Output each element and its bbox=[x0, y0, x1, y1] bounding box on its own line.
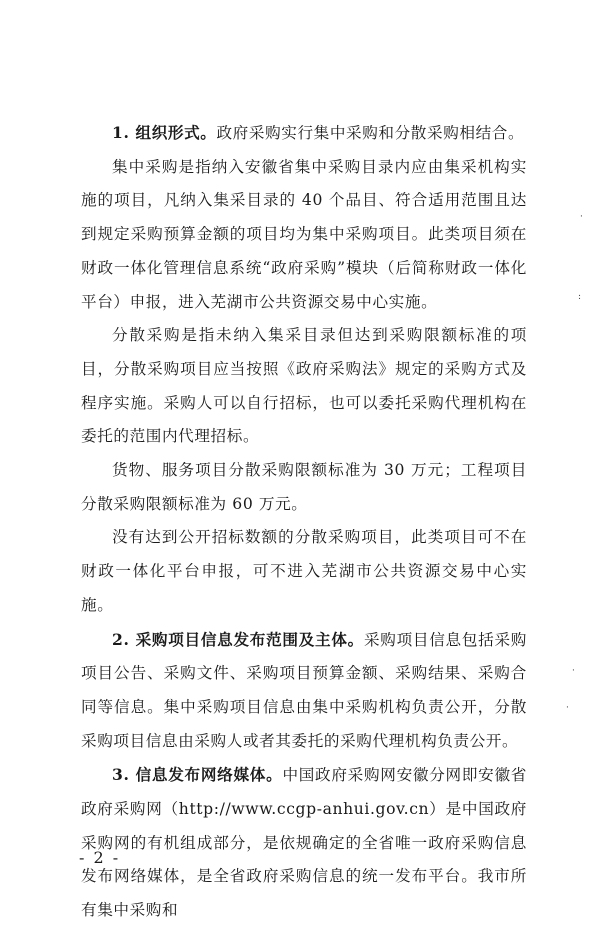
scan-speck: · bbox=[580, 212, 583, 222]
scan-speck: · bbox=[566, 703, 569, 713]
paragraph-text: 采购项目信息包括采购项目公告、采购文件、采购项目预算金额、采购结果、采购合同等信息。集中采购项目信息由集中采购机构负责公开，分散采购项目信息由采购人或者其委托的采购代理机构负责公开。 bbox=[81, 630, 527, 750]
paragraph-below-threshold bbox=[81, 521, 527, 622]
paragraph-network-media bbox=[81, 758, 527, 928]
paragraph-text: 中国政府采购网安徽分网即安徽省政府采购网（http://www.ccgp-anhui.gov.cn）是中国政府采购网的有机组成部分，是依规确定的全省唯一政府采购信息发布网络媒体，是全省政府采购信息的统一发布平台。我市所有集中采购和 bbox=[81, 766, 527, 920]
paragraph-heading: 3. 信息发布网络媒体。 bbox=[112, 765, 283, 785]
paragraph-text: 货物、服务项目分散采购限额标准为 30 万元；工程项目分散采购限额标准为 60 万元。 bbox=[81, 461, 527, 513]
scan-speck: · bbox=[572, 666, 575, 676]
paragraph-text: 没有达到公开招标数额的分散采购项目，此类项目可不在财政一体化平台申报，可不进入芜湖市公共资源交易中心实施。 bbox=[81, 528, 527, 614]
paragraph-text: 政府采购实行集中采购和分散采购相结合。 bbox=[216, 124, 525, 142]
paragraph-organization-form bbox=[81, 116, 527, 151]
paragraph-text: 分散采购是指未纳入集采目录但达到采购限额标准的项目，分散采购项目应当按照《政府采购法》规定的采购方式及程序实施。采购人可以自行招标，也可以委托采购代理机构在委托的范围内代理招标。 bbox=[81, 326, 527, 446]
paragraph-centralized-procurement bbox=[81, 151, 527, 320]
paragraph-decentralized-procurement bbox=[81, 319, 527, 454]
paragraph-heading: 2. 采购项目信息发布范围及主体。 bbox=[112, 629, 364, 649]
body-text bbox=[81, 116, 527, 928]
paragraph-info-publishing-scope bbox=[81, 623, 527, 759]
scan-speck: : bbox=[578, 292, 582, 302]
paragraph-text: 集中采购是指纳入安徽省集中采购目录内应由集采机构实施的项目，凡纳入集采目录的 40 个品目、符合适用范围且达到规定采购预算金额的项目均为集中采购项目。此类项目须在财政一体化管理信息系统“政府采购”模块（后简称财政一体化平台）申报，进入芜湖市公共资源交易中心实施。 bbox=[81, 157, 527, 311]
paragraph-threshold bbox=[81, 454, 527, 521]
page-number: - 2 - bbox=[79, 848, 121, 867]
paragraph-heading: 1. 组织形式。 bbox=[112, 123, 217, 142]
